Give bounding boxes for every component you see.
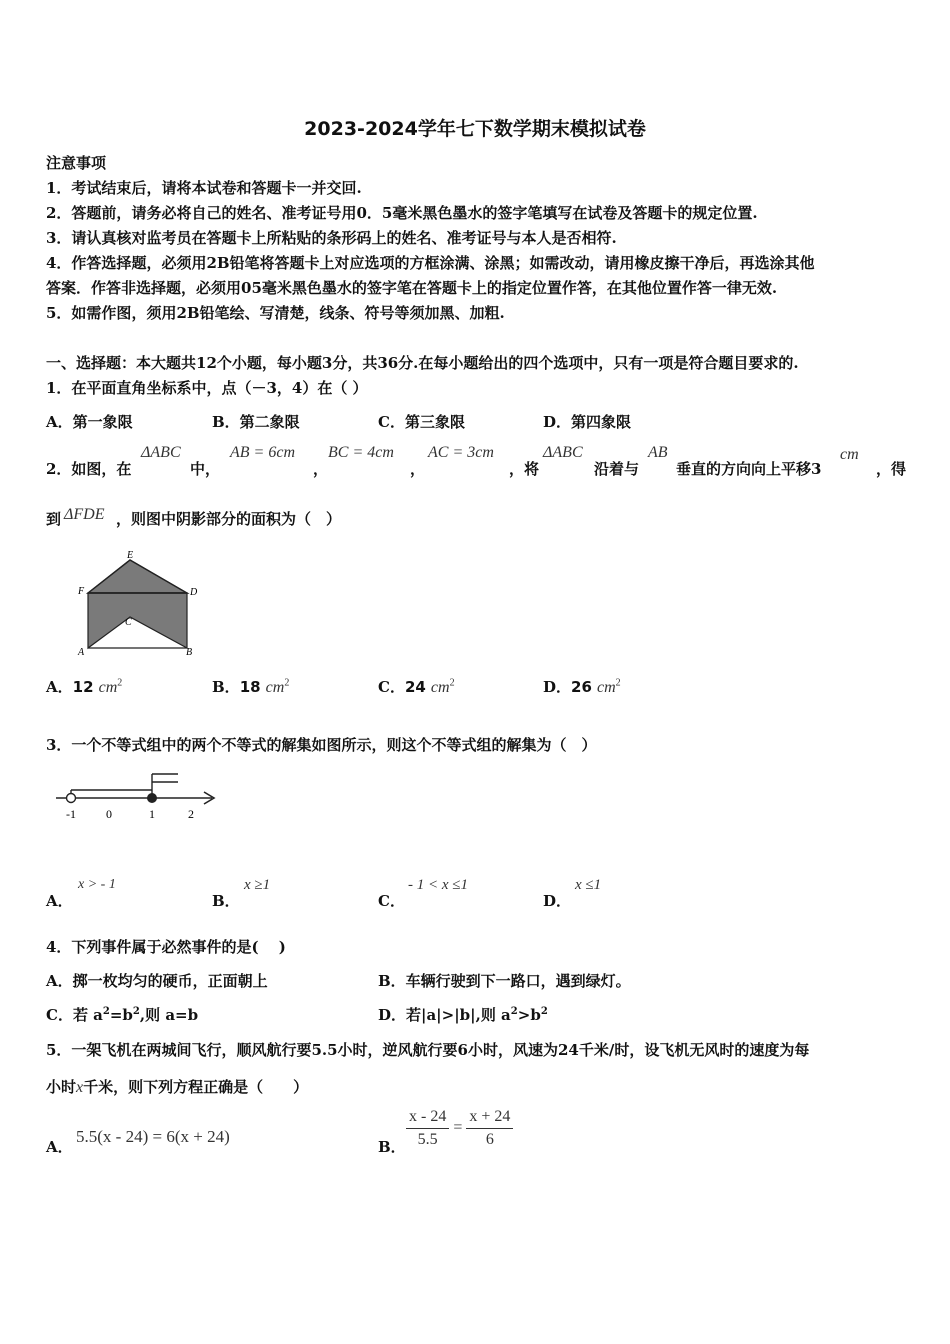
q3-option-c-expr[interactable]: - 1 < x ≤1 (408, 877, 469, 893)
q3-option-d-label[interactable]: D． (543, 892, 572, 910)
q2-stem-text: ，得 (876, 460, 907, 478)
q2-option-b[interactable]: B．18 $cm^2$ (212, 677, 290, 696)
q2-math-cm: cm (840, 446, 859, 463)
tick-label-0: 0 (106, 807, 112, 821)
notice-item: 3．请认真核对监考员在答题卡上所粘贴的条形码上的姓名、准考证号与本人是否相符. (46, 229, 617, 247)
q4-option-b[interactable]: B．车辆行驶到下一路口，遇到绿灯。 (378, 972, 631, 990)
q2-option-d[interactable]: D．26 $cm^2$ (543, 677, 621, 696)
q4-stem: 4．下列事件属于必然事件的是( ) (46, 938, 286, 956)
q2-stem-text: ， (410, 460, 426, 478)
q3-option-c-label[interactable]: C． (378, 892, 405, 910)
q2-stem-text: 到 (46, 510, 62, 528)
figure-label-c: C (125, 617, 132, 628)
figure-label-d: D (190, 587, 198, 598)
q5-stem-line1: 5．一架飞机在两城间飞行，顺风航行要5.5小时，逆风航行要6小时，风速为24千米/时，设飞机无风时的速度为每 (46, 1041, 810, 1059)
q1-stem: 1．在平面直角坐标系中，点（－3，4）在（ ） (46, 379, 368, 397)
q5-option-a-expr[interactable]: 5.5(x - 24) = 6(x + 24) (76, 1127, 230, 1146)
q1-option-b[interactable]: B．第二象限 (212, 413, 300, 431)
page-title: 2023-2024学年七下数学期末模拟试卷 (304, 118, 646, 140)
q2-math-ab: AB = 6cm (230, 444, 295, 461)
q3-option-a-expr[interactable]: x > - 1 (78, 877, 116, 892)
figure-label-f: F (78, 586, 85, 597)
q5-option-b-label[interactable]: B． (378, 1138, 406, 1156)
tick-label-2: 2 (188, 807, 194, 821)
q2-option-c[interactable]: C．24 $cm^2$ (378, 677, 455, 696)
notice-item: 2．答题前，请务必将自己的姓名、准考证号用0．5毫米黑色墨水的签字笔填写在试卷及答题卡的规定位置. (46, 204, 758, 222)
q1-option-c[interactable]: C．第三象限 (378, 413, 465, 431)
q1-option-d[interactable]: D．第四象限 (543, 413, 632, 431)
q2-math-triangle-fde: ΔFDE (64, 506, 105, 523)
q4-option-a[interactable]: A．掷一枚均匀的硬币，正面朝上 (46, 972, 268, 990)
q2-stem-text: ，将 (509, 460, 540, 478)
section-heading: 一、选择题：本大题共12个小题，每小题3分，共36分.在每小题给出的四个选项中，只有一项是符合题目要求的. (46, 354, 799, 372)
q2-stem-text: ， (313, 460, 329, 478)
notice-item: 答案．作答非选择题，必须用05毫米黑色墨水的签字笔在答题卡上的指定位置作答，在其他位置作答一律无效. (46, 279, 778, 297)
q2-math-triangle-abc: ΔABC (543, 444, 583, 461)
q5-option-b-expr[interactable]: $\frac{x - 24}{5.5}$ = $\frac{x + 24}{6}$ (406, 1108, 513, 1149)
q3-option-b-expr[interactable]: x ≥1 (244, 877, 271, 893)
q3-option-d-expr[interactable]: x ≤1 (575, 877, 602, 893)
q4-option-d[interactable]: D．若|a|>|b|,则 $a^2>b^2$ (378, 1006, 548, 1024)
q4-option-c[interactable]: C．若 $a^2=b^2$,则 a=b (46, 1006, 199, 1024)
figure-label-b: B (186, 647, 193, 658)
q2-math-bc: BC = 4cm (328, 444, 394, 461)
q3-option-b-label[interactable]: B． (212, 892, 240, 910)
q3-stem: 3．一个不等式组中的两个不等式的解集如图所示，则这个不等式组的解集为（ ） (46, 736, 597, 754)
tick-label-1: 1 (149, 807, 155, 821)
q2-option-a[interactable]: A．12 $cm^2$ (46, 677, 123, 696)
q2-math-ab: AB (648, 444, 668, 461)
figure-label-a: A (78, 647, 85, 658)
q2-stem-text: 2．如图，在 (46, 460, 132, 478)
q5-stem-line2: 小时x千米，则下列方程正确是（ ） (46, 1078, 309, 1096)
q2-math-ac: AC = 3cm (428, 444, 494, 461)
tick-label-neg1: -1 (66, 807, 76, 821)
q3-number-line (52, 770, 227, 825)
notice-heading: 注意事项 (46, 154, 107, 172)
q2-stem-text: 中， (190, 460, 221, 478)
q3-option-a-label[interactable]: A． (46, 892, 73, 910)
q5-option-a-label[interactable]: A． (46, 1138, 73, 1156)
notice-item: 1．考试结束后，请将本试卷和答题卡一并交回. (46, 179, 362, 197)
figure-label-e: E (127, 550, 134, 561)
q2-stem-text: 垂直的方向向上平移3 (676, 460, 822, 478)
notice-item: 5．如需作图，须用2B铅笔绘、写清楚，线条、符号等须加黑、加粗. (46, 304, 505, 322)
q2-figure (72, 545, 212, 660)
notice-item: 4．作答选择题，必须用2B铅笔将答题卡上对应选项的方框涂满、涂黑；如需改动，请用橡皮擦干净后，再选涂其他 (46, 254, 815, 272)
q2-stem-text: 沿着与 (594, 460, 640, 478)
q2-stem-text: ，则图中阴影部分的面积为（ ） (116, 510, 342, 528)
q2-math-triangle-abc: ΔABC (141, 444, 181, 461)
q1-option-a[interactable]: A．第一象限 (46, 413, 133, 431)
